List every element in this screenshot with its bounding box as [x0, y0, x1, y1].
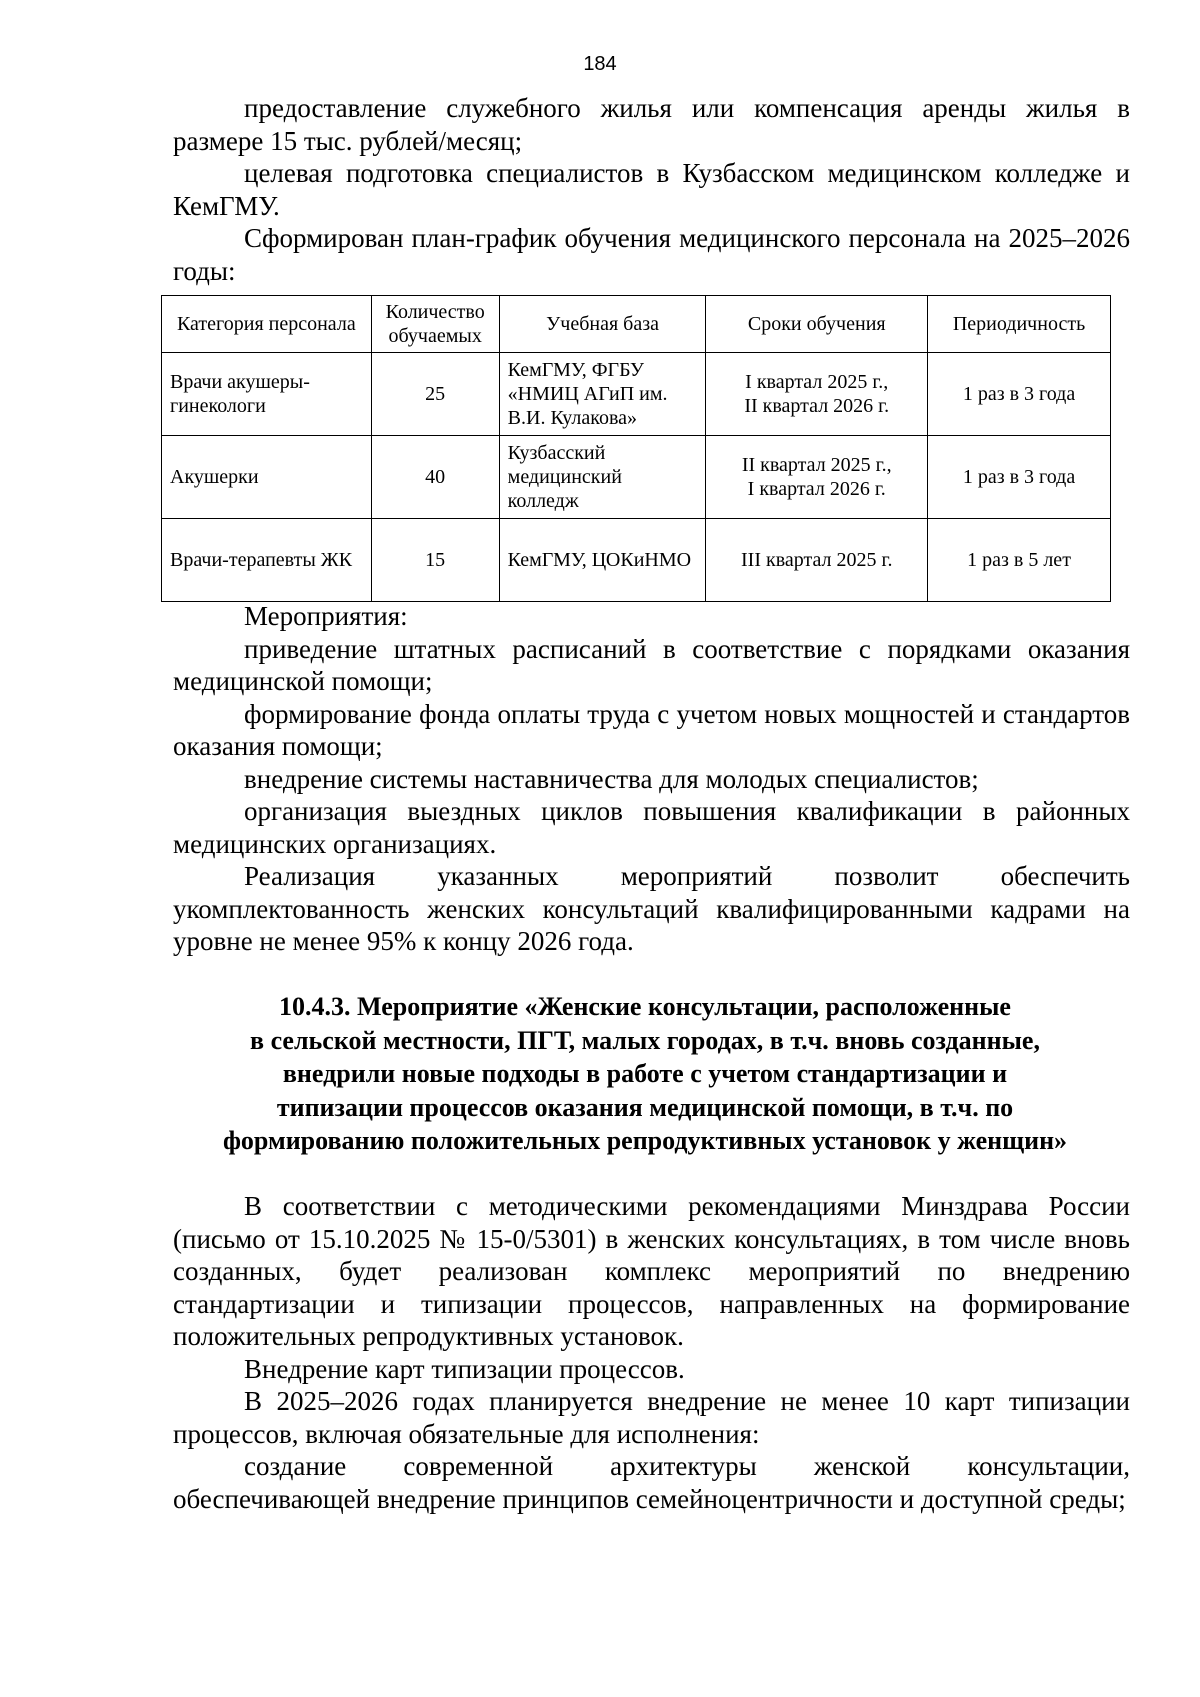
- cell-category: Врачи-терапевты ЖК: [162, 519, 372, 602]
- section-body: [173, 1190, 1130, 1515]
- header-count: Количество обучаемых: [371, 296, 499, 353]
- intro-paragraph: целевая подготовка специалистов в Кузбасском медицинском колледже и КемГМУ.: [173, 158, 1130, 221]
- header-base: Учебная база: [499, 296, 706, 353]
- measures-block: [173, 600, 1130, 958]
- cell-count: 15: [371, 519, 499, 602]
- header-frequency: Периодичность: [928, 296, 1111, 353]
- table-row: [162, 353, 1111, 436]
- table-row: [162, 519, 1111, 602]
- body-paragraph: В соответствии с методическими рекомендациями Минздрава России (письмо от 15.10.2025 № 15-0/5301) в женских консультациях, в том числе вновь созданных, будет реализован комплекс мероприятий по внедрению стандартизации и типизации процессов, направленных на формирование положительных репродуктивных установок.: [173, 1191, 1130, 1351]
- section-heading: [160, 990, 1130, 1158]
- measure-item: внедрение системы наставничества для молодых специалистов;: [244, 763, 979, 794]
- cell-count: 25: [371, 353, 499, 436]
- training-schedule-table: [161, 295, 1111, 602]
- body-paragraph: создание современной архитектуры женской консультации, обеспечивающей внедрение принципов семейноцентричности и доступной среды;: [173, 1451, 1130, 1514]
- cell-frequency: 1 раз в 3 года: [928, 353, 1111, 436]
- heading-line: внедрили новые подходы в работе с учетом стандартизации и: [282, 1059, 1008, 1089]
- cell-count: 40: [371, 436, 499, 519]
- cell-period: [706, 519, 928, 602]
- cell-base: КемГМУ, ФГБУ «НМИЦ АГиП им. В.И. Кулакова»: [499, 353, 706, 436]
- body-paragraph: Внедрение карт типизации процессов.: [244, 1353, 685, 1384]
- page-number: 184: [583, 53, 617, 75]
- table-header-row: [162, 296, 1111, 353]
- period-line: III квартал 2025 г.: [741, 549, 893, 571]
- heading-line: типизации процессов оказания медицинской помощи, в т.ч. по: [276, 1092, 1014, 1122]
- header-category: Категория персонала: [162, 296, 372, 353]
- heading-line: в сельской местности, ПГТ, малых городах, в т.ч. вновь созданные,: [250, 1025, 1040, 1055]
- cell-frequency: 1 раз в 5 лет: [928, 519, 1111, 602]
- intro-block: [173, 92, 1130, 287]
- period-line: II квартал 2026 г.: [744, 395, 890, 417]
- header-period: Сроки обучения: [706, 296, 928, 353]
- measure-item: организация выездных циклов повышения квалификации в районных медицинских организациях.: [173, 796, 1130, 859]
- measures-title: Мероприятия:: [244, 601, 408, 631]
- cell-category: Врачи акушеры-гинекологи: [162, 353, 372, 436]
- cell-period: [706, 436, 928, 519]
- intro-paragraph: предоставление служебного жилья или компенсация аренды жилья в размере 15 тыс. рублей/месяц;: [173, 93, 1130, 156]
- cell-period: [706, 353, 928, 436]
- heading-line: 10.4.3. Мероприятие «Женские консультации, расположенные: [279, 992, 1011, 1021]
- measure-item: формирование фонда оплаты труда с учетом новых мощностей и стандартов оказания помощи;: [173, 698, 1130, 761]
- cell-base: Кузбасский медицинский колледж: [499, 436, 706, 519]
- period-line: I квартал 2026 г.: [747, 478, 886, 500]
- cell-category: Акушерки: [162, 436, 372, 519]
- cell-base: КемГМУ, ЦОКиНМО: [499, 519, 706, 602]
- cell-frequency: 1 раз в 3 года: [928, 436, 1111, 519]
- table-row: [162, 436, 1111, 519]
- intro-paragraph: Сформирован план-график обучения медицинского персонала на 2025–2026 годы:: [173, 223, 1130, 286]
- body-paragraph: В 2025–2026 годах планируется внедрение не менее 10 карт типизации процессов, включая обязательные для исполнения:: [173, 1386, 1130, 1449]
- heading-line: формированию положительных репродуктивных установок у женщин»: [222, 1126, 1068, 1156]
- period-line: I квартал 2025 г.,: [745, 371, 889, 393]
- measures-result: Реализация указанных мероприятий позволит обеспечить укомплектованность женских консультаций квалифицированными кадрами на уровне не менее 95% к концу 2026 года.: [173, 861, 1130, 956]
- measure-item: приведение штатных расписаний в соответствие с порядками оказания медицинской помощи;: [173, 633, 1130, 696]
- period-line: II квартал 2025 г.,: [741, 454, 892, 476]
